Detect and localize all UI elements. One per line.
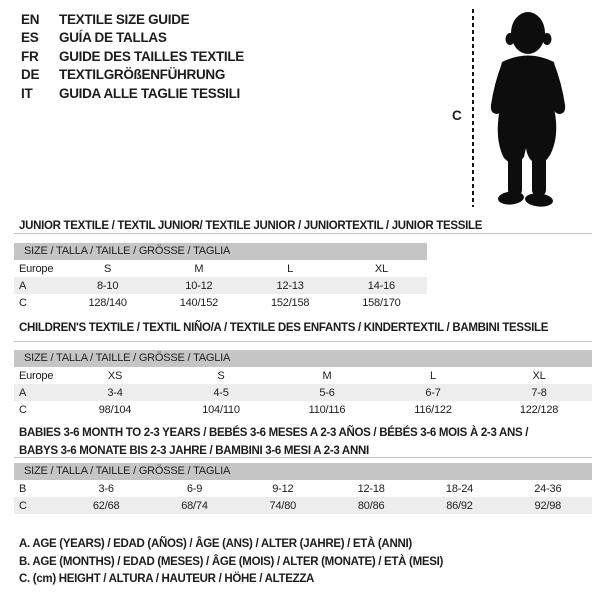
size-cell: L [287, 262, 294, 275]
size-header-bar: SIZE / TALLA / TAILLE / GRÖSSE / TAGLIA [14, 243, 427, 260]
size-header-bar: SIZE / TALLA / TAILLE / GRÖSSE / TAGLIA [14, 463, 592, 480]
language-label: TEXTILE SIZE GUIDE [59, 12, 190, 27]
height-measure-dotted-line [472, 9, 474, 207]
size-cell: 24-36 [534, 482, 562, 495]
size-cell: 12-18 [357, 482, 385, 495]
size-cell: 104/110 [202, 403, 240, 416]
section-children-textile [14, 320, 592, 416]
table-row [14, 401, 592, 418]
language-code: DE [21, 67, 40, 83]
table-row [14, 294, 427, 311]
language-label: GUIDE DES TAILLES TEXTILE [59, 48, 245, 64]
divider-line [14, 233, 592, 234]
size-cell: 116/122 [414, 403, 452, 416]
size-cell: 7-8 [531, 386, 547, 399]
size-cell: XL [374, 262, 388, 275]
size-cell: 4-5 [213, 386, 229, 399]
section-junior-textile [14, 218, 592, 309]
language-label: GUIDA ALLE TAGLIE TESSILI [59, 85, 240, 101]
size-cell: 12-13 [276, 279, 304, 292]
language-list [21, 11, 244, 103]
size-table [14, 480, 592, 514]
language-code: EN [21, 12, 40, 27]
divider-line [14, 457, 592, 458]
size-cell: 6-7 [425, 386, 441, 399]
section-babies-textile [14, 425, 592, 512]
size-cell: L [430, 369, 436, 382]
section-title: CHILDREN'S TEXTILE / TEXTIL NIÑO/A / TEXTILE DES ENFANTS / KINDERTEXTIL / BAMBINI TESSILE [19, 322, 549, 334]
language-row-es [21, 29, 244, 47]
size-cell: S [104, 262, 112, 275]
size-cell: 122/128 [519, 403, 559, 416]
height-measure-label: C [452, 108, 462, 123]
language-code: ES [21, 30, 39, 46]
size-cell: M [194, 262, 204, 275]
size-cell: 140/152 [179, 296, 219, 309]
footnote-age-years: A. AGE (YEARS) / EDAD (AÑOS) / ÂGE (ANS) / ALTER (JAHRE) / ETÀ (ANNI) [19, 538, 412, 550]
size-header-bar: SIZE / TALLA / TAILLE / GRÖSSE / TAGLIA [14, 350, 592, 367]
section-title: JUNIOR TEXTILE / TEXTIL JUNIOR/ TEXTILE JUNIOR / JUNIORTEXTIL / JUNIOR TESSILE [19, 220, 483, 232]
size-cell: XL [532, 369, 546, 382]
table-row [14, 384, 592, 401]
size-cell: 3-6 [98, 482, 114, 495]
size-table [14, 367, 592, 418]
row-label: C [19, 403, 27, 416]
language-row-en [21, 11, 244, 29]
size-cell: XS [107, 369, 123, 382]
size-cell: 92/98 [534, 499, 562, 512]
size-cell: 68/74 [181, 499, 208, 512]
table-row [14, 260, 427, 277]
language-label: TEXTILGRÖßENFÜHRUNG [59, 67, 226, 83]
language-row-de [21, 66, 244, 84]
size-cell: S [217, 369, 225, 382]
size-cell: M [322, 369, 332, 382]
size-cell: 152/158 [270, 296, 310, 309]
footnote-height: C. (cm) HEIGHT / ALTURA / HAUTEUR / HÖHE / ALTEZZA [19, 573, 315, 585]
size-cell: 86/92 [446, 499, 473, 512]
size-cell: 158/170 [362, 296, 401, 309]
language-code: IT [21, 85, 33, 101]
row-label: A [19, 386, 27, 399]
size-cell: 80/86 [357, 499, 385, 512]
baby-silhouette-icon [481, 6, 573, 208]
language-label: GUÍA DE TALLAS [59, 30, 167, 46]
footnotes [19, 536, 443, 589]
language-row-it [21, 85, 244, 103]
size-cell: 8-10 [97, 279, 119, 292]
table-row [14, 277, 427, 294]
divider-line [14, 341, 592, 342]
table-row [14, 480, 592, 497]
size-table [14, 260, 427, 311]
language-code: FR [21, 48, 39, 64]
footnote-age-months: B. AGE (MONTHS) / EDAD (MESES) / ÂGE (MOIS) / ALTER (MONATE) / ETÀ (MESI) [19, 555, 444, 568]
size-cell: 6-9 [186, 482, 203, 495]
section-title-line2: BABYS 3-6 MONATE BIS 2-3 JAHRE / BAMBINI 3-6 MESI A 2-3 ANNI [19, 444, 369, 457]
language-row-fr [21, 48, 244, 66]
size-cell: 9-12 [272, 482, 294, 495]
table-row [14, 497, 592, 514]
size-cell: 10-12 [185, 279, 213, 292]
size-cell: 128/140 [88, 296, 127, 309]
row-label: A [19, 279, 27, 292]
size-cell: 18-24 [445, 482, 474, 495]
row-label: C [19, 499, 27, 512]
size-cell: 98/104 [98, 403, 132, 416]
size-cell: 110/116 [308, 403, 346, 416]
row-label: Europe [19, 262, 54, 275]
table-row [14, 367, 592, 384]
size-cell: 3-4 [107, 386, 123, 399]
size-cell: 74/80 [269, 499, 297, 512]
size-cell: 62/68 [92, 499, 120, 512]
row-label: Europe [19, 369, 54, 382]
size-cell: 5-6 [319, 386, 335, 399]
size-cell: 14-16 [367, 279, 395, 292]
row-label: C [19, 296, 27, 309]
section-title: BABIES 3-6 MONTH TO 2-3 YEARS / BEBÉS 3-6 MESES A 2-3 AÑOS / BÉBÉS 3-6 MOIS À 2-3 ANS / [19, 427, 529, 439]
row-label: B [19, 482, 27, 495]
